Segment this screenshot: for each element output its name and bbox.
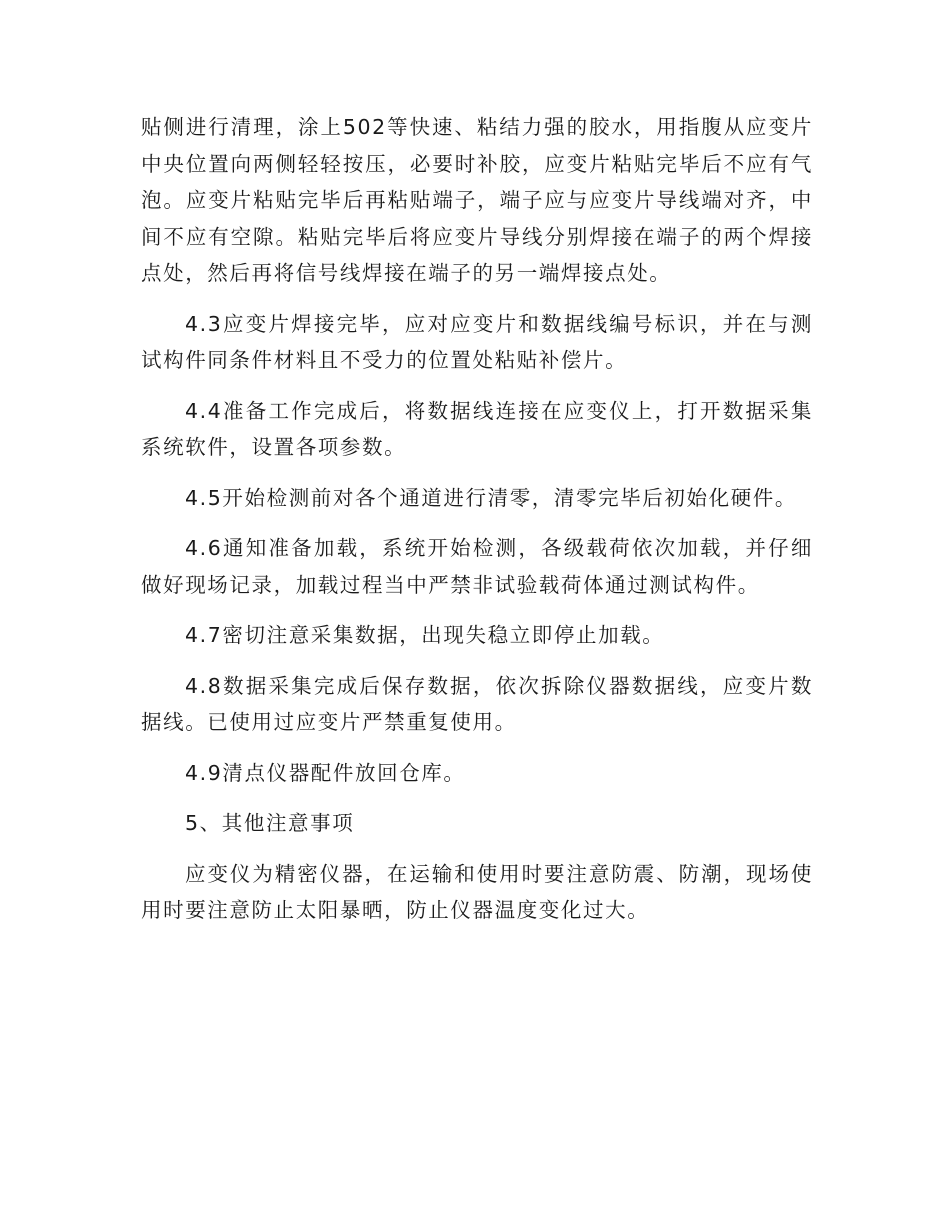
paragraph-step-4-9: 4.9清点仪器配件放回仓库。	[185, 760, 466, 785]
section-heading-5: 5、其他注意事项	[185, 811, 355, 835]
paragraph-step-4-3: 4.3应变片焊接完毕，应对应变片和数据线编号标识，并在与测试构件同条件材料且不受力的位置处粘贴补偿片。	[141, 311, 813, 372]
paragraph-step-4-7: 4.7密切注意采集数据，出现失稳立即停止加载。	[185, 623, 665, 647]
paragraph-step-4-5: 4.5开始检测前对各个通道进行清零，清零完毕后初始化硬件。	[185, 485, 797, 510]
paragraph-step-4-4: 4.4准备工作完成后，将数据线连接在应变仪上，打开数据采集系统软件，设置各项参数。	[141, 398, 813, 459]
paragraph-step-4-8: 4.8数据采集完成后保存数据，依次拆除仪器数据线，应变片数据线。已使用过应变片严禁重复使用。	[141, 673, 813, 734]
document-page	[141, 109, 813, 929]
paragraph-notes: 应变仪为精密仪器，在运输和使用时要注意防震、防潮，现场使用时要注意防止太阳暴晒，防止仪器温度变化过大。	[141, 861, 813, 922]
paragraph-continuation: 贴侧进行清理，涂上502等快速、粘结力强的胶水，用指腹从应变片中央位置向两侧轻轻按压，必要时补胶，应变片粘贴完毕后不应有气泡。应变片粘贴完毕后再粘贴端子，端子应与应变片导线端对齐，中间不应有空隙。粘贴完毕后将应变片导线分别焊接在端子的两个焊接点处，然后再将信号线焊接在端子的另一端焊接点处。	[141, 115, 813, 285]
paragraph-step-4-6: 4.6通知准备加载，系统开始检测，各级载荷依次加载，并仔细做好现场记录，加载过程当中严禁非试验载荷体通过测试构件。	[141, 536, 813, 597]
